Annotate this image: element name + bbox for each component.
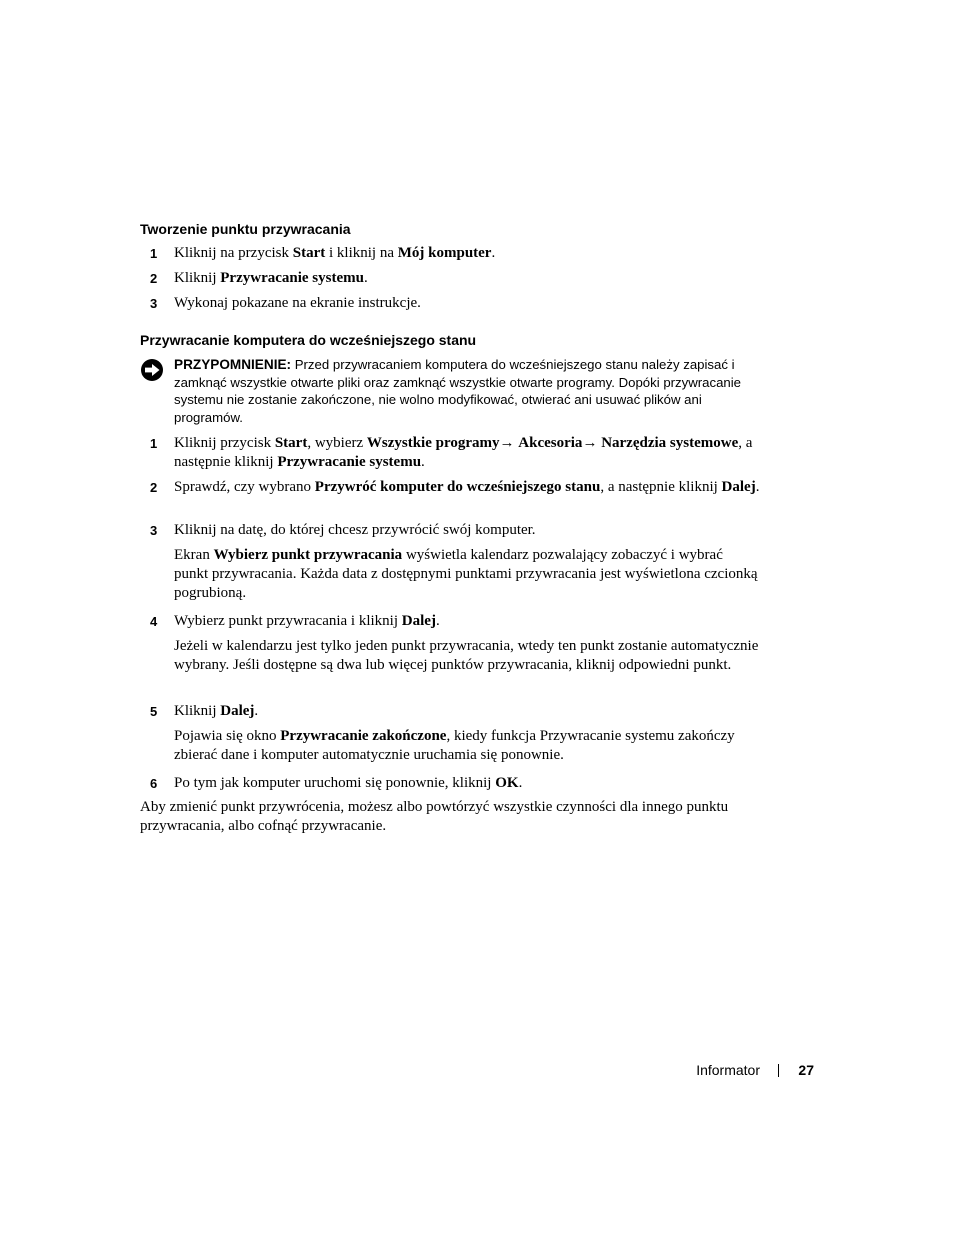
list-item	[140, 269, 760, 288]
list-item	[140, 521, 760, 540]
step-text: Kliknij na przycisk Start i kliknij na Mój komputer.	[174, 245, 496, 261]
footer-separator	[778, 1064, 779, 1077]
list-item	[140, 434, 760, 472]
step-description: Jeżeli w kalendarzu jest tylko jeden punkt przywracania, wtedy ten punkt zostanie automatycznie wybrany. Jeśli dostępne są dwa lub więcej punktów przywracania, kliknij odpowiedni punkt.	[174, 638, 759, 673]
step-number: 3	[150, 296, 158, 311]
step-text: Wybierz punkt przywracania i kliknij Dalej.	[174, 613, 440, 629]
step-text: Kliknij na datę, do której chcesz przywrócić swój komputer.	[174, 522, 536, 538]
page-number: 27	[798, 1062, 814, 1078]
step-number: 1	[150, 246, 158, 261]
list-item	[140, 478, 760, 497]
list-item	[140, 294, 760, 313]
step-number: 2	[150, 271, 158, 286]
step-number: 2	[150, 480, 158, 495]
footer-title: Informator	[696, 1062, 760, 1078]
step-text: Sprawdź, czy wybrano Przywróć komputer do wcześniejszego stanu, a następnie kliknij Dalej.	[174, 479, 760, 495]
step-number: 4	[150, 614, 158, 629]
step-text: Kliknij przycisk Start, wybierz Wszystkie programy→ Akcesoria→ Narzędzia systemowe, a następnie kliknij Przywracanie systemu.	[174, 435, 753, 470]
notice-text: PRZYPOMNIENIE: Przed przywracaniem komputera do wcześniejszego stanu należy zapisać i zamknąć wszystkie otwarte pliki oraz zamknąć wszystkie otwarte programy. Dopóki przywracanie systemu nie zostanie zakończone, nie wolno modyfikować, otwierać ani usuwać plików ani programów.	[174, 357, 742, 425]
notice-box	[140, 356, 760, 426]
step-number: 3	[150, 523, 158, 538]
step-description: Pojawia się okno Przywracanie zakończone, kiedy funkcja Przywracanie systemu zakończy zbierać dane i komputer automatycznie uruchamia się ponownie.	[174, 728, 735, 763]
step-text: Po tym jak komputer uruchomi się ponownie, kliknij OK.	[174, 775, 523, 791]
page-footer	[600, 1060, 814, 1080]
section-heading-create-restore-point: Tworzenie punktu przywracania	[140, 221, 351, 237]
notice-arrow-icon	[140, 358, 164, 382]
step-number: 5	[150, 704, 158, 719]
step-description: Ekran Wybierz punkt przywracania wyświetla kalendarz pozwalający zobaczyć i wybrać punkt przywracania. Każda data z dostępnymi punktami przywracania jest wyświetlona czcionką pogrubioną.	[174, 547, 758, 601]
step-text: Wykonaj pokazane na ekranie instrukcje.	[174, 295, 421, 311]
list-item	[140, 244, 760, 263]
notice-label: PRZYPOMNIENIE:	[174, 357, 292, 372]
closing-paragraph: Aby zmienić punkt przywrócenia, możesz albo powtórzyć wszystkie czynności dla innego punktu przywracania, albo cofnąć przywracanie.	[140, 799, 729, 834]
list-item	[140, 774, 760, 793]
list-item	[140, 702, 760, 721]
section-heading-restore-computer: Przywracanie komputera do wcześniejszego stanu	[140, 332, 477, 348]
list-item	[140, 612, 760, 631]
step-number: 6	[150, 776, 158, 791]
step-text: Kliknij Przywracanie systemu.	[174, 270, 368, 286]
step-text: Kliknij Dalej.	[174, 703, 259, 719]
step-number: 1	[150, 436, 158, 451]
